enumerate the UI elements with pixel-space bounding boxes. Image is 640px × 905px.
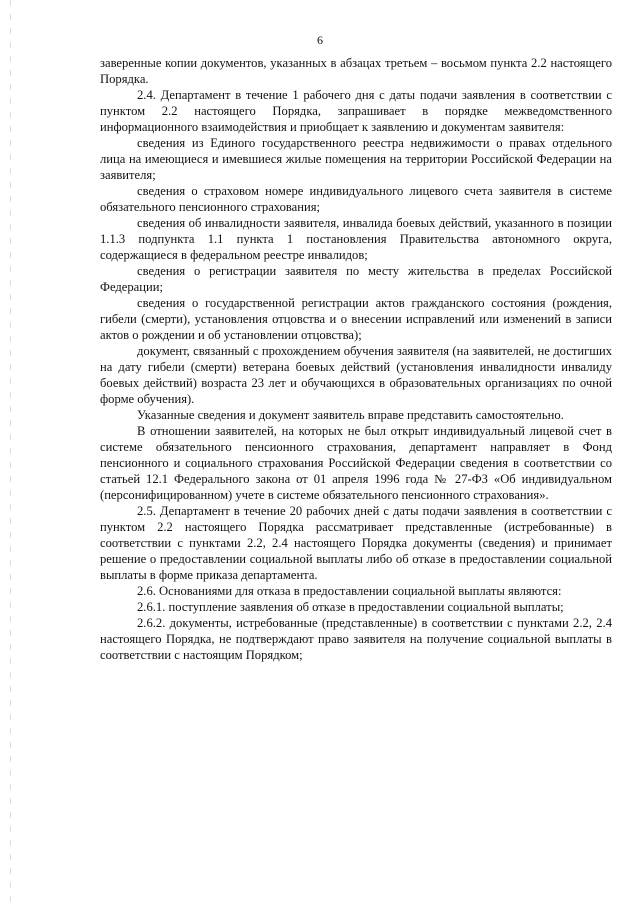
paragraph-continuation: заверенные копии документов, указанных в абзацах третьем – восьмом пункта 2.2 настоящего Порядка. <box>100 56 612 86</box>
document-body <box>100 55 612 663</box>
paragraph-2-6-2: 2.6.2. документы, истребованные (представленные) в соответствии с пунктами 2.2, 2.4 настоящего Порядка, не подтверждают право заявителя на получение социальной выплаты в соответствии с настоящим Порядком; <box>100 616 612 662</box>
scan-edge-artifact <box>10 0 11 905</box>
paragraph-self-submission: Указанные сведения и документ заявитель вправе представить самостоятельно. <box>137 408 564 422</box>
paragraph-item-education: документ, связанный с прохождением обучения заявителя (на заявителей, не достигших на дату гибели (смерти) ветерана боевых действий (установления инвалидности инвалиду боевых действий) возраста 23 лет и обучающихся в образовательных организациях по очной форме обучения). <box>100 344 612 406</box>
paragraph-item-registration: сведения о регистрации заявителя по месту жительства в пределах Российской Федерации; <box>100 264 612 294</box>
paragraph-pension-fund: В отношении заявителей, на которых не был открыт индивидуальный лицевой счет в системе обязательного пенсионного страхования, департамент направляет в Фонд пенсионного и социального страхования Российской Федерации сведения в соответствии со статьей 12.1 Федерального закона от 01 апреля 1996 года № 27-ФЗ «Об индивидуальном (персонифицированном) учете в системе обязательного пенсионного страхования». <box>100 424 612 502</box>
paragraph-2-4: 2.4. Департамент в течение 1 рабочего дня с даты подачи заявления в соответствии с пунктом 2.2 настоящего Порядка, запрашивает в порядке межведомственного информационного взаимодействия и приобщает к заявлению и документам заявителя: <box>100 88 612 134</box>
paragraph-item-disability: сведения об инвалидности заявителя, инвалида боевых действий, указанного в позиции 1.1.3 подпункта 1.1 пункта 1 постановления Правительства автономного округа, содержащиеся в федеральном реестре инвалидов; <box>100 216 612 262</box>
paragraph-2-6-1: 2.6.1. поступление заявления об отказе в предоставлении социальной выплаты; <box>137 600 564 614</box>
paragraph-item-egrn: сведения из Единого государственного реестра недвижимости о правах отдельного лица на имеющиеся и имевшиеся жилые помещения на территории Российской Федерации на заявителя; <box>100 136 612 182</box>
paragraph-item-snils: сведения о страховом номере индивидуального лицевого счета заявителя в системе обязательного пенсионного страхования; <box>100 184 612 214</box>
paragraph-2-6: 2.6. Основаниями для отказа в предоставлении социальной выплаты являются: <box>137 584 562 598</box>
page-number: 6 <box>317 33 323 47</box>
paragraph-item-civil-status: сведения о государственной регистрации актов гражданского состояния (рождения, гибели (смерти), установления отцовства и о внесении исправлений или изменений в записи актов о рождении и об установлении отцовства); <box>100 296 612 342</box>
paragraph-2-5: 2.5. Департамент в течение 20 рабочих дней с даты подачи заявления в соответствии с пунктом 2.2 настоящего Порядка рассматривает представленные (истребованные) в соответствии с пунктами 2.2, 2.4 настоящего Порядка документы (сведения) и принимает решение о предоставлении социальной выплаты либо об отказе в предоставлении социальной выплаты в форме приказа департамента. <box>100 504 612 582</box>
